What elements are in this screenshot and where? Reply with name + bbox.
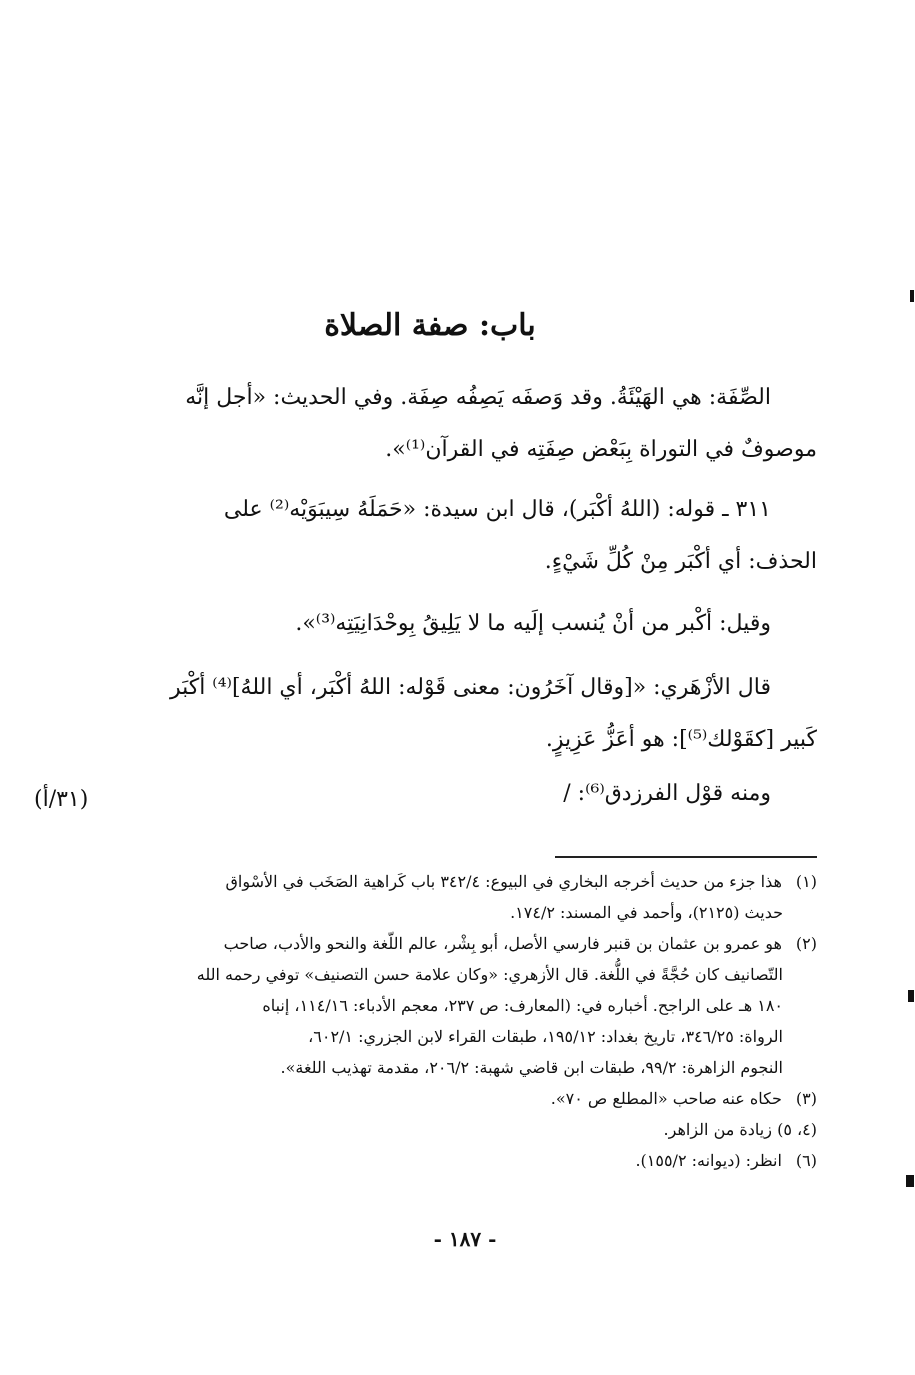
footnote-number: (٢) <box>795 934 817 953</box>
paragraph-farazdaq <box>135 768 817 820</box>
footnote-line: حكاه عنه صاحب «المطلع ص ٧٠». <box>550 1089 782 1108</box>
paragraph-line: الحذف: أي أكْبَر مِنْ كُلِّ شَيْءٍ. <box>544 549 817 574</box>
footnote-number: (٤، ٥) <box>777 1120 817 1139</box>
footnote-line: زيادة من الزاهر. <box>663 1120 772 1139</box>
paragraph-qil <box>135 598 817 650</box>
footnote-number: (٦) <box>795 1151 817 1170</box>
footnote-number: (٣) <box>795 1089 817 1108</box>
footnote-line: هذا جزء من حديث أخرجه البخاري في البيوع: ٣٤٢/٤ باب كَراهية الصَخَب في الأسْواق <box>225 872 782 891</box>
footnote-1 <box>133 866 817 928</box>
footnote-line: النجوم الزاهرة: ٩٩/٢، طبقات ابن قاضي شهبة: ٢٠٦/٢، مقدمة تهذيب اللغة». <box>280 1058 783 1077</box>
paragraph-line: كَبير [كقَوْلك⁽⁵⁾]: هو أعَزُّ عَزِيزٍ. <box>545 727 817 752</box>
scan-edge-mark <box>906 1175 914 1187</box>
scan-edge-mark <box>910 290 914 302</box>
manuscript-folio-ref: (٣١/أ) <box>34 787 89 812</box>
paragraph-line: الصِّفَة: هي الهَيْئَةُ. وقد وَصفَه يَصِفُه صِفَة. وفي الحديث: «أجل إنَّه <box>185 385 771 410</box>
footnote-number: (١) <box>795 872 817 891</box>
paragraph-line: ٣١١ ـ قوله: (اللهُ أكْبَر)، قال ابن سيدة: «حَمَلَهُ سِيبَوَيْه⁽²⁾ على <box>223 497 771 522</box>
footnote-line: حديث (٢١٢٥)، وأحمد في المسند: ١٧٤/٢. <box>510 903 783 922</box>
footnote-line: التّصانيف كان حُجَّةً في اللُّغة. قال الأزهري: «وكان علامة حسن التصنيف» توفي رحمه الله <box>196 965 783 984</box>
footnote-line: هو عمرو بن عثمان بن قنبر فارسي الأصل، أبو بِشْر، عالم اللّغة والنحو والأدب، صاحب <box>223 934 782 953</box>
chapter-title: باب: صفة الصلاة <box>324 308 536 343</box>
footnotes <box>133 866 817 1176</box>
footnote-6 <box>133 1145 817 1176</box>
paragraph-line: ومنه قوْل الفرزدق⁽⁶⁾: / <box>563 781 771 806</box>
paragraph-311 <box>135 484 817 588</box>
paragraph-azhari <box>135 662 817 766</box>
footnote-line: ١٨٠ هـ على الراجح. أخباره في: (المعارف: ص ٢٣٧، معجم الأدباء: ١١٤/١٦، إنباه <box>262 996 783 1015</box>
footnote-4-5 <box>133 1114 817 1145</box>
footnote-divider <box>555 856 817 858</box>
footnote-3 <box>133 1083 817 1114</box>
scan-edge-mark <box>908 990 914 1002</box>
paragraph-line: وقيل: أكْبر من أنْ يُنسب إلَيه ما لا يَلِيقُ بِوحْدَانِيَتِه⁽³⁾». <box>295 611 771 636</box>
footnote-line: انظر: (ديوانه: ١٥٥/٢). <box>635 1151 782 1170</box>
paragraph-line: قال الأزْهَري: «[وقال آخَرُون: معنى قَوْله: اللهُ أكْبَر، أي اللهُ]⁽⁴⁾ أكْبَر <box>169 675 771 700</box>
footnote-2 <box>133 928 817 1083</box>
footnote-line: الرواة: ٣٤٦/٢٥، تاريخ بغداد: ١٩٥/١٢، طبقات القراء لابن الجزري: ٦٠٢/١، <box>308 1027 783 1046</box>
paragraph-line: موصوفٌ في التوراة بِبَعْض صِفَتِه في القرآن⁽¹⁾». <box>385 437 817 462</box>
paragraph-definition <box>135 372 817 476</box>
page-number: - ١٨٧ - <box>433 1227 497 1251</box>
